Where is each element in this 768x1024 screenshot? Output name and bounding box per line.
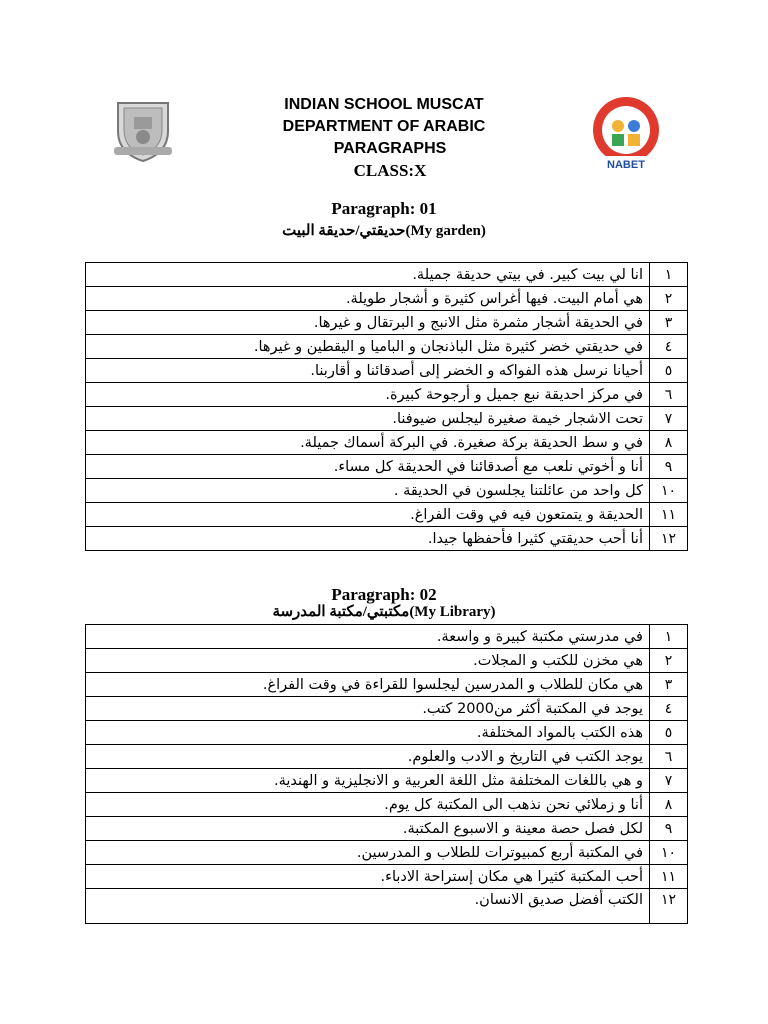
sentence-number: ٩: [650, 817, 688, 841]
sentence-number: ١٢: [650, 527, 688, 551]
table-row: [86, 841, 688, 865]
sentence-number: ٧: [650, 769, 688, 793]
sentence-text: في مدرستي مكتبة كبيرة و واسعة.: [86, 625, 650, 649]
table-row: [86, 889, 688, 924]
sentence-text: يوجد الكتب في التاريخ و الادب والعلوم.: [86, 745, 650, 769]
table-row: [86, 479, 688, 503]
sentence-text: كل واحد من عائلتنا يجلسون في الحديقة .: [86, 479, 650, 503]
sentence-number: ١٠: [650, 841, 688, 865]
table-row: [86, 287, 688, 311]
sentence-text: هي مخزن للكتب و المجلات.: [86, 649, 650, 673]
nabet-text: NABET: [607, 159, 645, 171]
sentence-number: ٢: [650, 649, 688, 673]
sentence-number: ٣: [650, 673, 688, 697]
sentence-number: ٢: [650, 287, 688, 311]
school-name: INDIAN SCHOOL MUSCAT: [284, 96, 484, 113]
table-row: [86, 721, 688, 745]
table-row: [86, 431, 688, 455]
sentence-text: الكتب أفضل صديق الانسان.: [86, 889, 650, 924]
table-row: [86, 649, 688, 673]
sentence-number: ١٢: [650, 889, 688, 924]
sentence-number: ٩: [650, 455, 688, 479]
sentence-text: هي أمام البيت. فيها أغراس كثيرة و أشجار طويلة.: [86, 287, 650, 311]
table-row: [86, 817, 688, 841]
table-row: [86, 503, 688, 527]
table-row: [86, 793, 688, 817]
table-row: [86, 455, 688, 479]
table-row: [86, 359, 688, 383]
nabet-logo: [590, 96, 662, 172]
sentence-text: هذه الكتب بالمواد المختلفة.: [86, 721, 650, 745]
sentence-text: أنا أحب حديقتي كثيرا فأحفظها جيدا.: [86, 527, 650, 551]
subject-title: PARAGRAPHS: [333, 140, 447, 157]
sentence-number: ٥: [650, 359, 688, 383]
table-row: [86, 625, 688, 649]
sentence-text: أحب المكتبة كثيرا هي مكان إستراحة الادباء.: [86, 865, 650, 889]
sentence-number: ١١: [650, 503, 688, 527]
sentence-number: ١٠: [650, 479, 688, 503]
sentence-number: ٧: [650, 407, 688, 431]
sentence-number: ٤: [650, 335, 688, 359]
table-row: [86, 697, 688, 721]
sentence-text: أنا و زملائي نحن نذهب الى المكتبة كل يوم.: [86, 793, 650, 817]
sentence-number: ١: [650, 625, 688, 649]
paragraph-1-table: [85, 262, 688, 551]
sentence-number: ٦: [650, 383, 688, 407]
sentence-text: أنا و أخوتي نلعب مع أصدقائنا في الحديقة كل مساء.: [86, 455, 650, 479]
sentence-text: في حديقتي خضر كثيرة مثل الباذنجان و الباميا و اليقطين و غيرها.: [86, 335, 650, 359]
table-row: [86, 383, 688, 407]
table-row: [86, 527, 688, 551]
sentence-text: أحيانا نرسل هذه الفواكه و الخضر إلى أصدقائنا و أقاربنا.: [86, 359, 650, 383]
sentence-number: ٣: [650, 311, 688, 335]
sentence-text: في مركز احديقة نبع جميل و أرجوحة كبيرة.: [86, 383, 650, 407]
sentence-text: و هي باللغات المختلفة مثل اللغة العربية و الانجليزية و الهندية.: [86, 769, 650, 793]
class-label: CLASS:X: [353, 161, 427, 180]
table-row: [86, 769, 688, 793]
sentence-number: ١: [650, 263, 688, 287]
sentence-text: لكل فصل حصة معينة و الاسبوع المكتبة.: [86, 817, 650, 841]
sentence-text: هي مكان للطلاب و المدرسين ليجلسوا للقراءة في وقت الفراغ.: [86, 673, 650, 697]
school-crest-logo: [112, 97, 174, 163]
paragraph-2-title: Paragraph: 02: [331, 585, 437, 604]
sentence-number: ٦: [650, 745, 688, 769]
sentence-text: في الحديقة أشجار مثمرة مثل الانبج و البرتقال و غيرها.: [86, 311, 650, 335]
paragraph-2-table: [85, 624, 688, 924]
table-row: [86, 673, 688, 697]
paragraph-2-subtitle: مكتبتي/مكتبة المدرسة(My Library): [272, 604, 496, 620]
paragraph-1-subtitle: حديقتي/حديقة البيت(My garden): [282, 223, 486, 239]
table-row: [86, 865, 688, 889]
sentence-text: انا لي بيت كبير. في بيتي حديقة جميلة.: [86, 263, 650, 287]
paragraph-1-title: Paragraph: 01: [331, 199, 437, 218]
department-name: DEPARTMENT OF ARABIC: [282, 118, 486, 135]
sentence-text: يوجد في المكتبة أكثر من2000 كتب.: [86, 697, 650, 721]
sentence-number: ٥: [650, 721, 688, 745]
sentence-text: تحت الاشجار خيمة صغيرة ليجلس ضيوفنا.: [86, 407, 650, 431]
table-row: [86, 311, 688, 335]
table-row: [86, 335, 688, 359]
sentence-text: الحديقة و يتمتعون فيه في وقت الفراغ.: [86, 503, 650, 527]
sentence-number: ٨: [650, 793, 688, 817]
sentence-number: ١١: [650, 865, 688, 889]
sentence-number: ٤: [650, 697, 688, 721]
table-row: [86, 263, 688, 287]
sentence-number: ٨: [650, 431, 688, 455]
table-row: [86, 745, 688, 769]
sentence-text: في المكتبة أربع كمبيوترات للطلاب و المدرسين.: [86, 841, 650, 865]
table-row: [86, 407, 688, 431]
sentence-text: في و سط الحديقة بركة صغيرة. في البركة أسماك جميلة.: [86, 431, 650, 455]
